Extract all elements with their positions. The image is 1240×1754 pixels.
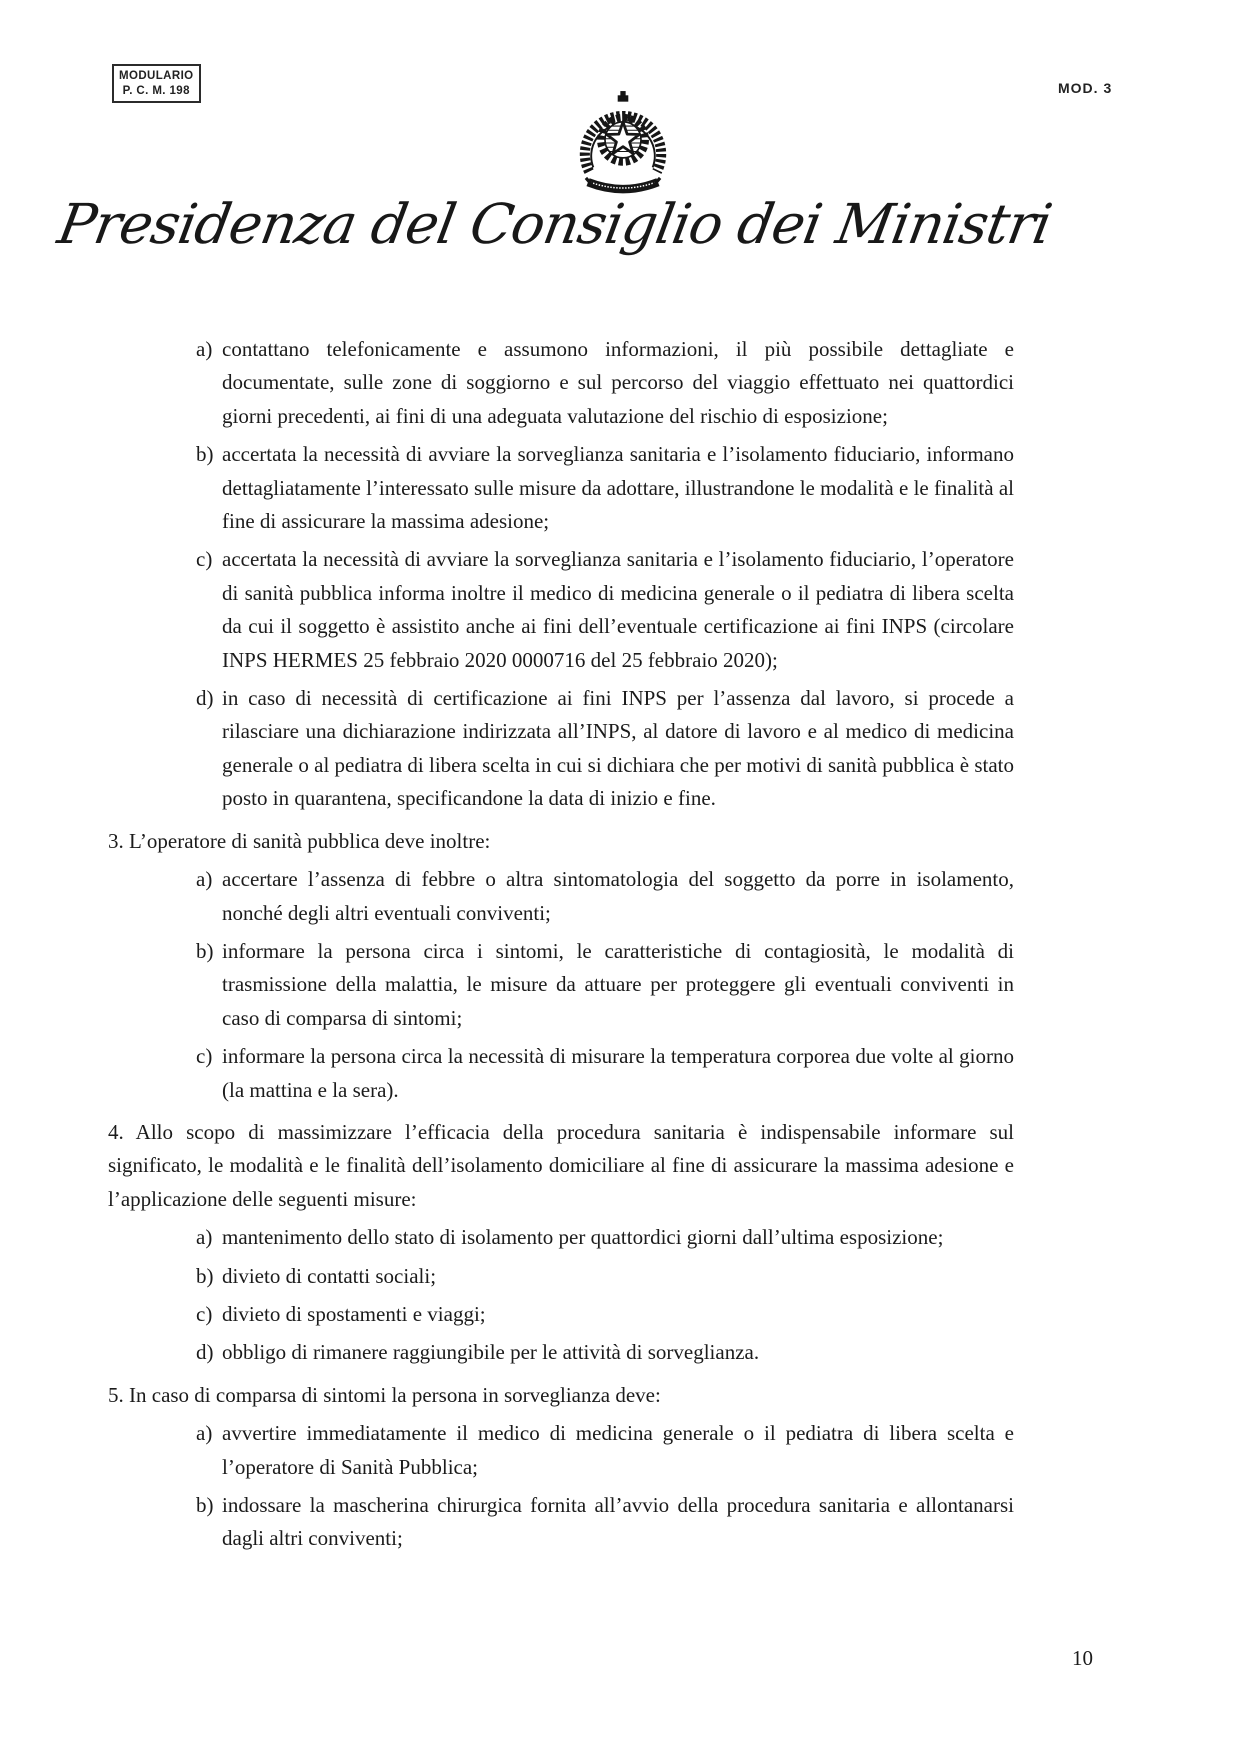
list-item-label: c) bbox=[196, 1301, 213, 1326]
list-item bbox=[108, 1040, 1014, 1107]
list-item-text: accertata la necessità di avviare la sorveglianza sanitaria e l’isolamento fiduciario, informano dettagliatamente l’interessato sulle misure da adottare, illustrandone le modalità e le finalità al fine di assicurare la massima adesione; bbox=[222, 442, 1014, 534]
list-item bbox=[108, 1221, 1014, 1254]
list-item-label: d) bbox=[196, 686, 214, 711]
list-item-label: b) bbox=[196, 938, 214, 963]
list-item-label: a) bbox=[196, 867, 213, 892]
list-item bbox=[108, 1336, 1014, 1369]
list-item-label: b) bbox=[196, 1263, 214, 1288]
list-item-label: c) bbox=[196, 1044, 213, 1069]
list-item-text: informare la persona circa la necessità di misurare la temperatura corporea due volte al giorno (la mattina e la sera). bbox=[222, 1044, 1014, 1102]
list-item bbox=[108, 935, 1014, 1035]
paragraph-3: 3. L’operatore di sanità pubblica deve inoltre: bbox=[108, 828, 491, 853]
list-item-text: divieto di spostamenti e viaggi; bbox=[222, 1301, 486, 1326]
modulario-line1: MODULARIO bbox=[119, 70, 194, 82]
list-item bbox=[108, 863, 1014, 930]
list-item-label: a) bbox=[196, 337, 213, 361]
list-item-text: accertare l’assenza di febbre o altra sintomatologia del soggetto da porre in isolamento, nonché degli altri eventuali conviventi; bbox=[222, 867, 1014, 925]
list-item-label: b) bbox=[196, 442, 214, 467]
list-item bbox=[108, 1260, 1014, 1293]
list-item-text: avvertire immediatamente il medico di medicina generale o il pediatra di libera scelta e l’operatore di Sanità Pubblica; bbox=[222, 1421, 1014, 1479]
list-item-text: accertata la necessità di avviare la sorveglianza sanitaria e l’isolamento fiduciario, l’operatore di sanità pubblica informa inoltre il medico di medicina generale o il pediatra di libera scelta da cui il soggetto è assistito anche ai fini dell’eventuale certificazione ai fini INPS (circolare INPS HERMES 25 febbraio 2020 0000716 del 25 febbraio 2020); bbox=[222, 547, 1014, 672]
list-item-text: contattano telefonicamente e assumono informazioni, il più possibile dettagliate e documentate, sulle zone di soggiorno e sul percorso del viaggio effettuato nei quattordici giorni precedenti, ai fini di una adeguata valutazione del rischio di esposizione; bbox=[222, 337, 1014, 428]
letterhead bbox=[0, 192, 1110, 256]
paragraph-5: 5. In caso di comparsa di sintomi la persona in sorveglianza deve: bbox=[108, 1382, 661, 1407]
list-item-text: informare la persona circa i sintomi, le caratteristiche di contagiosità, le modalità di trasmissione della malattia, le misure da attuare per proteggere gli eventuali conviventi in caso di comparsa di sintomi; bbox=[222, 938, 1014, 1030]
list-item bbox=[108, 543, 1014, 677]
document-body bbox=[108, 328, 1014, 1561]
list-item-text: indossare la mascherina chirurgica fornita all’avvio della procedura sanitaria e allontanarsi dagli altri conviventi; bbox=[222, 1493, 1014, 1551]
list-item bbox=[108, 1298, 1014, 1331]
page-number: 10 bbox=[1072, 1646, 1093, 1670]
list-item-label: b) bbox=[196, 1493, 214, 1517]
list-item bbox=[108, 333, 1014, 433]
modulario-line2: P. C. M. 198 bbox=[122, 85, 190, 97]
list-item-label: a) bbox=[196, 1225, 213, 1250]
mod-number-label: MOD. 3 bbox=[1058, 80, 1113, 96]
modulario-stamp-box bbox=[112, 64, 201, 103]
list-item bbox=[108, 1417, 1014, 1484]
list-item bbox=[108, 1489, 1014, 1556]
list-item-text: in caso di necessità di certificazione ai fini INPS per l’assenza dal lavoro, si procede a rilasciare una dichiarazione indirizzata all’INPS, al datore di lavoro e al medico di medicina generale o al pediatra di libera scelta in cui si dichiara che per motivi di sanità pubblica è stato posto in quarantena, specificandone la data di inizio e fine. bbox=[222, 686, 1014, 811]
letterhead-script-title: Presidenza del Consiglio dei Ministri bbox=[53, 192, 1057, 256]
italian-republic-emblem-icon bbox=[570, 86, 676, 200]
list-item bbox=[108, 682, 1014, 816]
list-item bbox=[108, 438, 1014, 538]
list-item-text: divieto di contatti sociali; bbox=[222, 1263, 437, 1288]
paragraph-4: 4. Allo scopo di massimizzare l’efficacia della procedura sanitaria è indispensabile informare sul significato, le modalità e le finalità dell’isolamento domiciliare al fine di assicurare la massima adesione e l’applicazione delle seguenti misure: bbox=[108, 1119, 1014, 1211]
list-item-text: obbligo di rimanere raggiungibile per le attività di sorveglianza. bbox=[222, 1340, 760, 1365]
list-item-label: a) bbox=[196, 1421, 213, 1446]
list-item-text: mantenimento dello stato di isolamento per quattordici giorni dall’ultima esposizione; bbox=[222, 1225, 944, 1250]
list-item-label: d) bbox=[196, 1340, 214, 1365]
list-item-label: c) bbox=[196, 547, 213, 572]
